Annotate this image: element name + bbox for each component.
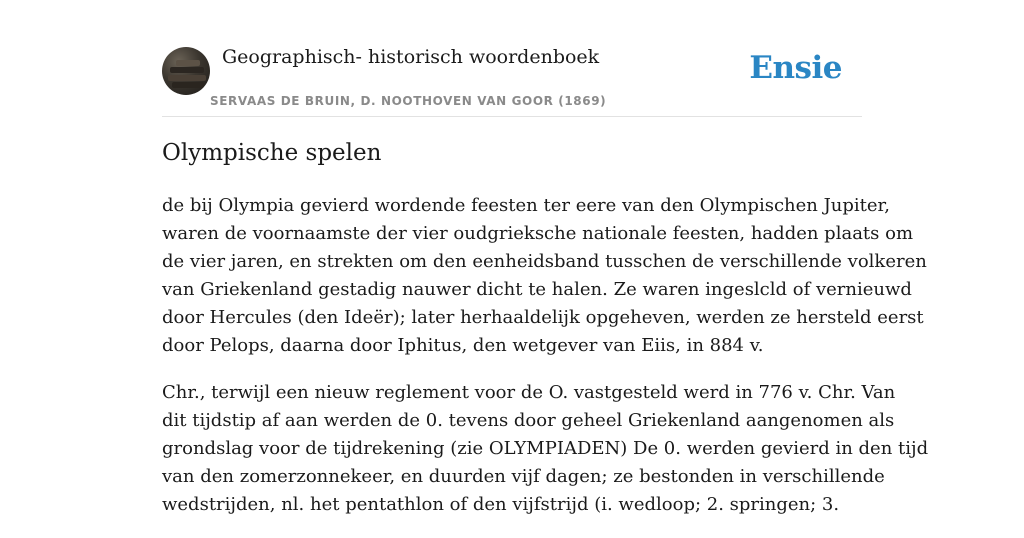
dictionary-header: [162, 0, 862, 117]
ensie-logo[interactable]: Ensie: [749, 50, 842, 86]
paragraph-line: de vier jaren, en strekten om den eenheidsband tusschen de verschillende volkeren: [162, 251, 927, 272]
entry-paragraph: [162, 192, 927, 360]
paragraph-line: door Hercules (den Ideër); later herhaaldelijk opgeheven, werden ze hersteld eerst: [162, 307, 924, 328]
paragraph-line: de bij Olympia gevierd wordende feesten ter eere van den Olympischen Jupiter,: [162, 195, 890, 216]
paragraph-line: van Griekenland gestadig nauwer dicht te halen. Ze waren ingeslcld of vernieuwd: [162, 279, 912, 300]
entry-title: Olympische spelen: [162, 140, 382, 166]
page-container: [162, 0, 929, 515]
dictionary-title[interactable]: Geographisch- historisch woordenboek: [222, 46, 600, 68]
paragraph-line: grondslag voor de tijdrekening (zie OLYMPIADEN) De 0. werden gevierd in den tijd: [162, 438, 929, 459]
paragraph-line: dit tijdstip af aan werden de 0. tevens door geheel Griekenland aangenomen als: [162, 410, 895, 431]
paragraph-line: door Pelops, daarna door Iphitus, den wetgever van Eiis, in 884 v.: [162, 335, 764, 356]
paragraph-line: Chr., terwijl een nieuw reglement voor de O. vastgesteld werd in 776 v. Chr. Van: [162, 382, 896, 403]
dictionary-author: SERVAAS DE BRUIN, D. NOOTHOVEN VAN GOOR (1869): [210, 94, 607, 108]
paragraph-line: van den zomerzonnekeer, en duurden vijf dagen; ze bestonden in verschillende: [162, 466, 885, 487]
paragraph-line: wedstrijden, nl. het pentathlon of den vijfstrijd (i. wedloop; 2. springen; 3.: [162, 494, 840, 515]
entry-paragraph: [162, 379, 929, 519]
entry-body: [162, 192, 929, 538]
paragraph-line: waren de voornaamste der vier oudgrieksche nationale feesten, hadden plaats om: [162, 223, 914, 244]
dictionary-avatar[interactable]: [162, 47, 210, 95]
